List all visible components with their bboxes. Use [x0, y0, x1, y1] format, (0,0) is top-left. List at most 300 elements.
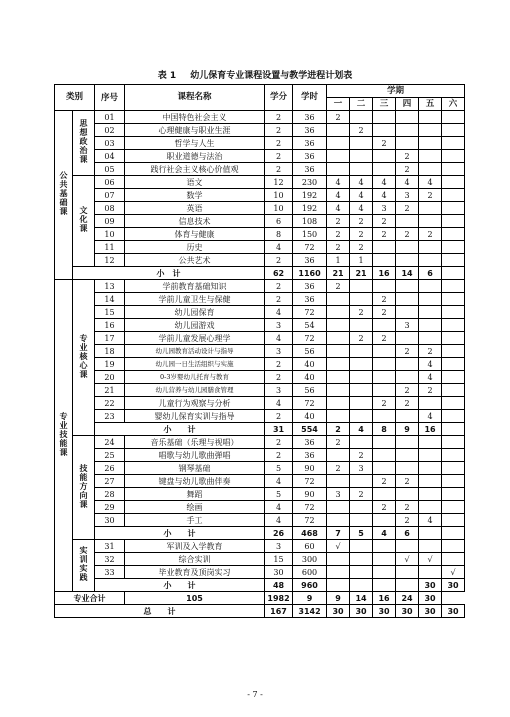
course-credit: 2	[265, 371, 293, 384]
term-5-hours	[419, 150, 442, 163]
course-name: 综合实训	[125, 553, 265, 566]
course-name: 儿童行为观察与分析	[125, 397, 265, 410]
course-number: 14	[95, 293, 125, 306]
course-name: 公共艺术	[125, 254, 265, 267]
course-number: 02	[95, 124, 125, 137]
course-hours: 36	[293, 449, 327, 462]
term-1-hours	[327, 137, 350, 150]
course-row	[55, 501, 465, 514]
term-2-hours	[350, 371, 373, 384]
term-3-hours	[373, 514, 396, 527]
term-5-hours	[419, 540, 442, 553]
course-hours: 192	[293, 189, 327, 202]
term-5-hours	[419, 306, 442, 319]
core-subtotal-term-5: 16	[419, 423, 442, 436]
course-row	[55, 566, 465, 579]
group-ideology: 思想政治课	[73, 111, 95, 176]
term-6-hours	[442, 228, 465, 241]
term-6-hours	[442, 137, 465, 150]
term-5-hours	[419, 254, 442, 267]
term-6-hours	[442, 436, 465, 449]
course-row	[55, 475, 465, 488]
term-4-hours: 2	[396, 228, 419, 241]
term-2-hours	[350, 514, 373, 527]
practice-subtotal-hours: 960	[293, 579, 327, 592]
term-2-hours	[350, 150, 373, 163]
term-4-hours: 4	[396, 176, 419, 189]
public-subtotal-term-3: 16	[373, 267, 396, 280]
term-2-hours: 1	[350, 254, 373, 267]
course-row	[55, 202, 465, 215]
page-number: - 7 -	[247, 690, 263, 699]
term-6-hours	[442, 241, 465, 254]
professional-total-term-3: 14	[350, 592, 373, 605]
term-5-hours: √	[419, 553, 442, 566]
course-hours: 36	[293, 137, 327, 150]
course-name: 信息技术	[125, 215, 265, 228]
term-3-hours: 2	[373, 475, 396, 488]
term-6-hours	[442, 475, 465, 488]
term-header-6: 六	[442, 98, 465, 111]
course-number: 11	[95, 241, 125, 254]
course-number: 19	[95, 358, 125, 371]
term-3-hours	[373, 319, 396, 332]
course-name: 数学	[125, 189, 265, 202]
term-3-hours	[373, 111, 396, 124]
course-hours: 72	[293, 306, 327, 319]
term-6-hours	[442, 553, 465, 566]
term-6-hours	[442, 358, 465, 371]
term-5-hours	[419, 137, 442, 150]
grand-total-credit: 167	[265, 605, 293, 618]
public-subtotal	[55, 267, 465, 280]
term-2-hours	[350, 358, 373, 371]
course-row	[55, 293, 465, 306]
course-number: 10	[95, 228, 125, 241]
term-header-3: 三	[373, 98, 396, 111]
term-1-hours	[327, 293, 350, 306]
public-subtotal-term-5: 6	[419, 267, 442, 280]
term-header-2: 二	[350, 98, 373, 111]
course-credit: 4	[265, 332, 293, 345]
course-credit: 2	[265, 163, 293, 176]
course-name: 绘画	[125, 501, 265, 514]
public-subtotal-term-1: 21	[327, 267, 350, 280]
term-4-hours: 2	[396, 475, 419, 488]
term-5-hours	[419, 241, 442, 254]
term-4-hours	[396, 280, 419, 293]
course-number: 03	[95, 137, 125, 150]
table-caption	[0, 68, 510, 81]
course-hours: 72	[293, 332, 327, 345]
course-number: 30	[95, 514, 125, 527]
course-name: 毕业教育及顶岗实习	[125, 566, 265, 579]
header-category: 类别	[55, 85, 95, 111]
public-subtotal-label: 小 计	[73, 267, 265, 280]
term-2-hours: 3	[350, 462, 373, 475]
term-3-hours	[373, 345, 396, 358]
term-6-hours	[442, 163, 465, 176]
course-name: 历史	[125, 241, 265, 254]
core-subtotal-term-3: 8	[373, 423, 396, 436]
course-name: 英语	[125, 202, 265, 215]
term-1-hours	[327, 358, 350, 371]
course-name: 中国特色社会主义	[125, 111, 265, 124]
course-row	[55, 462, 465, 475]
course-number: 25	[95, 449, 125, 462]
course-number: 32	[95, 553, 125, 566]
term-5-hours	[419, 449, 442, 462]
term-5-hours	[419, 215, 442, 228]
course-row	[55, 449, 465, 462]
term-5-hours	[419, 111, 442, 124]
course-number: 07	[95, 189, 125, 202]
term-5-hours	[419, 475, 442, 488]
course-row	[55, 371, 465, 384]
course-row	[55, 436, 465, 449]
course-credit: 4	[265, 306, 293, 319]
term-4-hours: 2	[396, 384, 419, 397]
skill-subtotal-credit: 26	[265, 527, 293, 540]
term-1-hours: 2	[327, 241, 350, 254]
course-credit: 2	[265, 293, 293, 306]
course-credit: 2	[265, 124, 293, 137]
term-2-hours: 4	[350, 176, 373, 189]
term-1-hours: 2	[327, 228, 350, 241]
course-number: 05	[95, 163, 125, 176]
term-2-hours	[350, 410, 373, 423]
course-name: 幼儿园教育活动设计与指导	[125, 345, 265, 358]
term-2-hours	[350, 540, 373, 553]
term-5-hours	[419, 293, 442, 306]
professional-total	[55, 592, 465, 605]
term-3-hours	[373, 358, 396, 371]
term-2-hours	[350, 397, 373, 410]
course-number: 12	[95, 254, 125, 267]
term-5-hours	[419, 397, 442, 410]
term-6-hours	[442, 254, 465, 267]
group-culture: 文化课	[73, 176, 95, 267]
course-row	[55, 410, 465, 423]
term-4-hours	[396, 293, 419, 306]
header-seq: 序号	[95, 85, 125, 111]
term-4-hours	[396, 449, 419, 462]
course-row	[55, 189, 465, 202]
term-5-hours	[419, 501, 442, 514]
term-1-hours: 1	[327, 254, 350, 267]
course-hours: 36	[293, 280, 327, 293]
term-5-hours: 4	[419, 371, 442, 384]
term-6-hours	[442, 514, 465, 527]
term-3-hours: 2	[373, 397, 396, 410]
term-6-hours	[442, 501, 465, 514]
group-public-basic: 公共基础课	[55, 111, 73, 280]
practice-subtotal	[55, 579, 465, 592]
course-hours: 192	[293, 202, 327, 215]
skill-subtotal-term-1: 7	[327, 527, 350, 540]
course-hours: 36	[293, 254, 327, 267]
term-4-hours: 2	[396, 397, 419, 410]
term-4-hours: 3	[396, 189, 419, 202]
term-6-hours	[442, 332, 465, 345]
professional-total-term-2: 9	[327, 592, 350, 605]
course-name: 音乐基础（乐理与视唱）	[125, 436, 265, 449]
course-hours: 90	[293, 462, 327, 475]
course-hours: 72	[293, 241, 327, 254]
course-name: 0-3岁婴幼儿托育与教育	[125, 371, 265, 384]
course-name: 唱歌与幼儿歌曲弹唱	[125, 449, 265, 462]
term-4-hours: 2	[396, 514, 419, 527]
course-credit: 8	[265, 228, 293, 241]
term-6-hours	[442, 150, 465, 163]
term-6-hours	[442, 306, 465, 319]
term-2-hours	[350, 319, 373, 332]
term-4-hours: √	[396, 553, 419, 566]
course-plan-table	[54, 84, 465, 618]
term-1-hours	[327, 124, 350, 137]
term-2-hours: 4	[350, 202, 373, 215]
term-3-hours	[373, 462, 396, 475]
term-6-hours	[442, 111, 465, 124]
term-3-hours: 2	[373, 306, 396, 319]
term-5-hours: 2	[419, 345, 442, 358]
skill-subtotal-term-4: 6	[396, 527, 419, 540]
course-name: 军训及入学教育	[125, 540, 265, 553]
term-1-hours: 2	[327, 215, 350, 228]
course-row	[55, 163, 465, 176]
term-5-hours	[419, 163, 442, 176]
term-2-hours: 2	[350, 241, 373, 254]
term-2-hours: 2	[350, 124, 373, 137]
term-1-hours: 2	[327, 436, 350, 449]
term-5-hours	[419, 124, 442, 137]
course-number: 22	[95, 397, 125, 410]
term-4-hours	[396, 137, 419, 150]
course-credit: 10	[265, 189, 293, 202]
term-header-4: 四	[396, 98, 419, 111]
term-2-hours	[350, 475, 373, 488]
course-name: 心理健康与职业生涯	[125, 124, 265, 137]
grand-total-term-2: 30	[350, 605, 373, 618]
course-credit: 6	[265, 215, 293, 228]
term-2-hours: 4	[350, 189, 373, 202]
term-1-hours	[327, 371, 350, 384]
course-hours: 150	[293, 228, 327, 241]
course-number: 13	[95, 280, 125, 293]
course-row	[55, 254, 465, 267]
course-row	[55, 215, 465, 228]
term-1-hours	[327, 501, 350, 514]
course-hours: 40	[293, 410, 327, 423]
course-credit: 30	[265, 566, 293, 579]
course-credit: 2	[265, 111, 293, 124]
term-4-hours: 2	[396, 345, 419, 358]
term-4-hours	[396, 566, 419, 579]
course-credit: 2	[265, 150, 293, 163]
course-hours: 72	[293, 475, 327, 488]
course-name: 幼儿园保育	[125, 306, 265, 319]
course-name: 幼儿营养与幼儿园膳食管理	[125, 384, 265, 397]
term-5-hours: 2	[419, 384, 442, 397]
term-1-hours: 4	[327, 189, 350, 202]
term-4-hours	[396, 306, 419, 319]
course-hours: 72	[293, 514, 327, 527]
term-3-hours	[373, 254, 396, 267]
term-3-hours: 2	[373, 215, 396, 228]
term-2-hours	[350, 384, 373, 397]
term-1-hours	[327, 410, 350, 423]
term-1-hours: √	[327, 540, 350, 553]
course-row	[55, 332, 465, 345]
course-credit: 3	[265, 345, 293, 358]
term-5-hours	[419, 566, 442, 579]
course-number: 23	[95, 410, 125, 423]
skill-subtotal	[55, 527, 465, 540]
professional-total-hours: 1982	[265, 592, 293, 605]
term-3-hours: 4	[373, 176, 396, 189]
header-credit: 学分	[265, 85, 293, 111]
course-hours: 36	[293, 293, 327, 306]
term-2-hours: 2	[350, 449, 373, 462]
public-subtotal-credit: 62	[265, 267, 293, 280]
course-number: 28	[95, 488, 125, 501]
course-credit: 2	[265, 410, 293, 423]
course-hours: 72	[293, 501, 327, 514]
professional-total-credit: 105	[125, 592, 265, 605]
course-credit: 4	[265, 397, 293, 410]
course-row	[55, 319, 465, 332]
term-5-hours	[419, 319, 442, 332]
skill-subtotal-term-2: 5	[350, 527, 373, 540]
term-6-hours	[442, 449, 465, 462]
term-3-hours: 2	[373, 332, 396, 345]
grand-total-term-4: 30	[396, 605, 419, 618]
grand-total-hours: 3142	[293, 605, 327, 618]
course-hours: 36	[293, 124, 327, 137]
professional-total-label: 专业合计	[55, 592, 125, 605]
course-row	[55, 228, 465, 241]
course-row	[55, 345, 465, 358]
term-6-hours	[442, 410, 465, 423]
grand-total-term-6: 30	[442, 605, 465, 618]
term-2-hours	[350, 345, 373, 358]
term-6-hours	[442, 540, 465, 553]
core-subtotal-term-2: 4	[350, 423, 373, 436]
core-subtotal-term-6	[442, 423, 465, 436]
core-subtotal-credit: 31	[265, 423, 293, 436]
skill-subtotal-label: 小 计	[95, 527, 265, 540]
term-3-hours	[373, 384, 396, 397]
skill-subtotal-term-3: 4	[373, 527, 396, 540]
course-row	[55, 540, 465, 553]
term-2-hours: 2	[350, 332, 373, 345]
term-1-hours: 2	[327, 462, 350, 475]
term-2-hours: 2	[350, 488, 373, 501]
term-4-hours	[396, 410, 419, 423]
term-4-hours	[396, 540, 419, 553]
course-credit: 2	[265, 449, 293, 462]
course-number: 31	[95, 540, 125, 553]
term-4-hours: 2	[396, 163, 419, 176]
course-number: 06	[95, 176, 125, 189]
course-number: 21	[95, 384, 125, 397]
course-hours: 36	[293, 436, 327, 449]
course-credit: 2	[265, 280, 293, 293]
term-1-hours	[327, 384, 350, 397]
course-name: 键盘与幼儿歌曲伴奏	[125, 475, 265, 488]
term-3-hours: 2	[373, 228, 396, 241]
term-1-hours	[327, 553, 350, 566]
term-4-hours	[396, 124, 419, 137]
course-name: 幼儿园游戏	[125, 319, 265, 332]
course-number: 27	[95, 475, 125, 488]
term-4-hours	[396, 215, 419, 228]
term-2-hours	[350, 280, 373, 293]
term-3-hours	[373, 540, 396, 553]
course-number: 29	[95, 501, 125, 514]
term-6-hours	[442, 462, 465, 475]
term-4-hours	[396, 488, 419, 501]
course-hours: 36	[293, 150, 327, 163]
course-name: 学前儿童卫生与保健	[125, 293, 265, 306]
course-hours: 36	[293, 163, 327, 176]
course-number: 18	[95, 345, 125, 358]
course-row	[55, 241, 465, 254]
group-practice: 实训实践	[73, 540, 95, 592]
course-hours: 600	[293, 566, 327, 579]
term-4-hours: 2	[396, 501, 419, 514]
term-header-5: 五	[419, 98, 442, 111]
term-header-1: 一	[327, 98, 350, 111]
course-row	[55, 176, 465, 189]
group-professional: 专业技能课	[55, 280, 73, 592]
term-5-hours	[419, 462, 442, 475]
course-hours: 56	[293, 345, 327, 358]
term-4-hours	[396, 358, 419, 371]
course-credit: 10	[265, 202, 293, 215]
term-2-hours	[350, 137, 373, 150]
core-subtotal-hours: 554	[293, 423, 327, 436]
course-name: 幼儿园一日生活组织与实施	[125, 358, 265, 371]
header-hours: 学时	[293, 85, 327, 111]
term-3-hours	[373, 566, 396, 579]
professional-total-term-1: 9	[293, 592, 327, 605]
course-hours: 56	[293, 384, 327, 397]
term-3-hours	[373, 163, 396, 176]
course-name: 婴幼儿保育实训与指导	[125, 410, 265, 423]
term-5-hours: 2	[419, 189, 442, 202]
course-name: 体育与健康	[125, 228, 265, 241]
term-1-hours: 3	[327, 488, 350, 501]
practice-subtotal-term-5: 30	[419, 579, 442, 592]
course-number: 17	[95, 332, 125, 345]
practice-subtotal-term-6: 30	[442, 579, 465, 592]
term-2-hours	[350, 111, 373, 124]
term-1-hours	[327, 150, 350, 163]
term-1-hours	[327, 566, 350, 579]
term-1-hours: 4	[327, 202, 350, 215]
term-4-hours: 3	[396, 319, 419, 332]
course-row	[55, 124, 465, 137]
term-4-hours	[396, 254, 419, 267]
term-5-hours: 4	[419, 358, 442, 371]
term-4-hours	[396, 111, 419, 124]
course-row	[55, 358, 465, 371]
course-name: 钢琴基础	[125, 462, 265, 475]
term-5-hours: 4	[419, 514, 442, 527]
term-2-hours: 2	[350, 215, 373, 228]
course-credit: 2	[265, 436, 293, 449]
